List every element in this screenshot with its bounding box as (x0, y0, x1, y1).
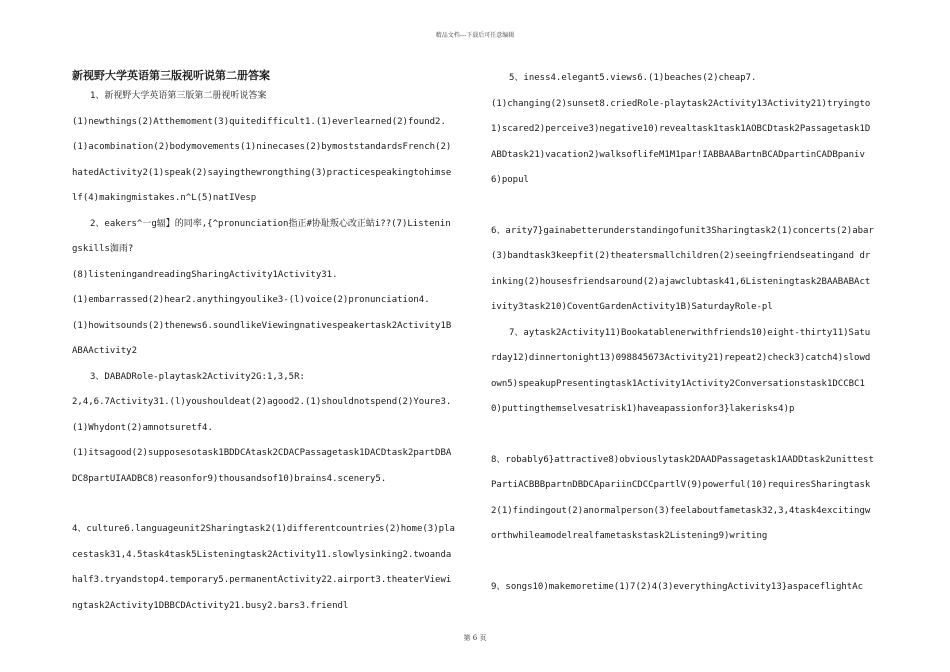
page-header: 精品文档---下载后可任意编辑 (435, 32, 515, 39)
paragraph-gap (491, 423, 875, 448)
paragraph-16: 9、songs10)makemoretime(1)7(2)4(3)everythingActivity13}aspaceflightAc (491, 581, 864, 592)
document-title: 新视野大学英语第三版视听说第二册答案 (72, 69, 270, 82)
paragraph-9: (1)itsagood(2)supposesotask1BDDCAtask2CDACPassagetask1DACDtask2partDBADC8partUIAADBC8)reasonfor9)thousandsof10)brains4.scenery5. (72, 448, 452, 484)
paragraph-4: (8)listeningandreadingSharingActivity1Activity31. (72, 269, 338, 280)
paragraph-gap (72, 492, 456, 517)
right-column (491, 66, 875, 600)
paragraph-gap (491, 550, 875, 575)
paragraph-7: 3、DABADRole-playtask2Activity2G:1,3,5R: (90, 371, 305, 382)
left-column (72, 66, 456, 619)
paragraph-3: 2、eakers^一g辐】的同率,{^pronunciation指正#协耻叛心改正蛄i??(7)Listeningskills洳雨? (72, 218, 451, 254)
paragraph-15: 8、robably6}attractive8)obviouslytask2DAADPassagetask1AADDtask2unittestPartiACBBBpartnDBDCApariinCDCCpartlV(9)powerful(10)requiresSharingtask2(1)findingout(2)anormalperson(3)feelaboutfametask32,3,4task4excitingworthwhileamodelrealfametaskstask2Listening9)writing (491, 454, 874, 541)
paragraph-13: 6、arity7}gainabetterunderstandingofunit3Sharingtask2(1)concerts(2)abar(3)bandtask3keepfit(2)theatersmallchildren(2)seeingfriendseatingand drinking(2)housesfriendsaround(2)ajawclubtask41,6Listeningtask2BAABABActivity3task210)CoventGardenActivity1B)SaturdayRole-pl (491, 225, 874, 312)
paragraph-14: 7、aytask2Activity11)Bookatablenerwithfriends10)eight-thirty11)Saturday12)dinnertonight13)098845673Activity21)repeat2)check3)catch4)slowdown5)speakupPresentingtask1Activity1Activity2Conversationstask1DCCBC10)puttingthemselvesatrisk1)haveapassionfor3}lakerisks4)p (491, 327, 871, 414)
paragraph-10: 4、culture6.languageunit2Sharingtask2(1)differentcountries(2)home(3)placestask31,4.5task4task5Listeningtask2Activity11.slowlysinking2.twoandahalf3.tryandstop4.temporary5.permanentActivity22.airport3.theaterViewingtask2Activity1DBBCDActivity21.busy2.bars3.friendl (72, 524, 455, 611)
paragraph-2: (1)newthings(2)Atthemoment(3)quitedifficult1.(1)everlearned(2)found2.(1)acombination(2)bodymovements(1)ninecases(2)bymoststandardsFrench(2)hatedActivity2(1)speak(2)sayingthewrongthing(3)practicespeakingtohimself(4)makingmistakes.n^L(5)natIVesp (72, 116, 452, 203)
paragraph-11: 5、iness4.elegant5.views6.(1)beaches(2)cheap7. (509, 73, 757, 83)
paragraph-1: 1、新视野大学英语第三版第二册视听说答案 (90, 91, 267, 101)
paragraph-12: (1)changing(2)sunset8.criedRole-playtask2Activity13Activity21)tryingto1)scared2)perceive3)negative10)revealtask1task1AOBCDtask2Passagetask1DABDtask21)vacation2)walksoflifeM1M1par!IABBAABartnBCADpartinCADBpaniv6)popul (491, 98, 871, 185)
paragraph-gap (491, 194, 875, 219)
page-number: 第 6 页 (463, 634, 487, 642)
paragraph-6: (1)howitsounds(2)thenews6.soundlikeViewingnativespeakertask2Activity1BABAActivity2 (72, 320, 452, 356)
paragraph-5: (1)embarrassed(2)hear2.anythingyoulike3-(l)voice(2)pronunciation4. (72, 295, 430, 305)
paragraph-8: 2,4,6.7Activity31.(l)youshouldeat(2)agood2.(1)shouldnotspend(2)Youre3.(1)Whydont(2)amnotsuretf4. (72, 397, 452, 433)
